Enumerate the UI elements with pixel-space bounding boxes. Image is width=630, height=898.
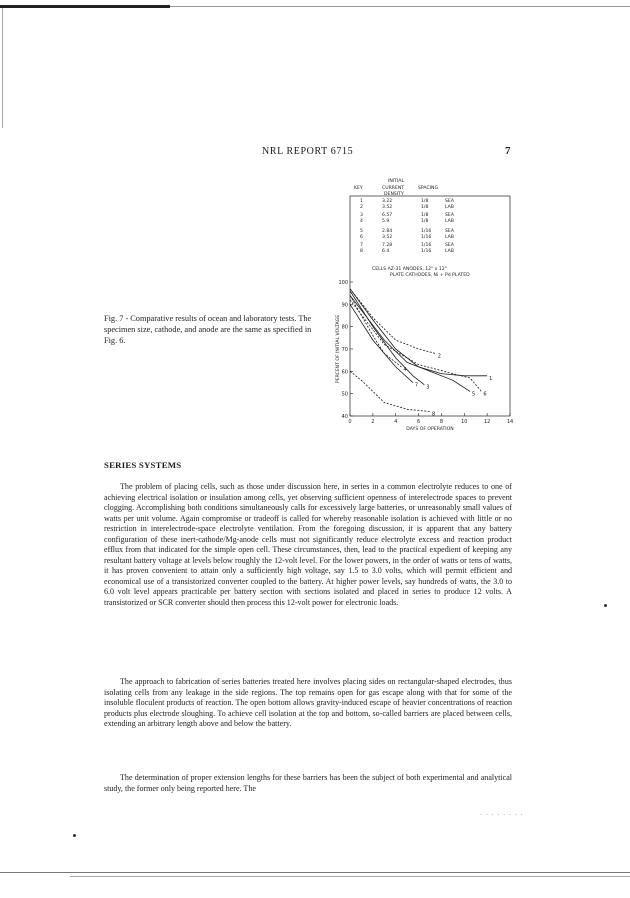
key-row-6-spacing: 1/16 [421, 235, 432, 240]
body-paragraph-3: The determination of proper extension lengths for these barriers has been the subject of both experimental and analytical study, the former only being reported here. The [104, 773, 512, 793]
x-tick-label-0: 0 [348, 419, 352, 425]
key-row-4-type: LAB [445, 219, 454, 224]
key-row-1-type: SEA [445, 199, 454, 204]
series-2-line [350, 289, 436, 354]
scan-edge-bottom-inner [70, 876, 630, 877]
figure-caption: Fig. 7 - Comparative results of ocean and laboratory tests. The specimen size, cathode, and anode are the same as specified in Fig. 6. [104, 314, 312, 345]
key-row-6-key: 6 [360, 235, 363, 240]
y-tick-label-60: 60 [341, 369, 348, 376]
key-row-5-type: SEA [445, 229, 454, 234]
report-title: NRL REPORT 6715 [262, 146, 354, 157]
series-1-label: 1 [489, 375, 493, 382]
key-row-5-spacing: 1/16 [421, 229, 432, 234]
key-row-4-spacing: 1/8 [421, 219, 429, 224]
x-tick-label-14: 14 [506, 419, 514, 425]
series-5-label: 5 [472, 391, 476, 398]
key-row-1-spacing: 1/8 [421, 199, 429, 204]
key-row-2-spacing: 1/8 [421, 205, 429, 210]
key-row-1-current: 3.22 [382, 199, 393, 204]
x-axis-label: DAYS OF OPERATION [406, 427, 454, 432]
figure-chart [330, 172, 530, 442]
key-row-3-key: 3 [360, 213, 363, 218]
key-row-8-type: LAB [445, 249, 454, 254]
key-row-2-current: 3.52 [382, 205, 393, 210]
key-title-initial: INITIAL [388, 179, 405, 184]
y-tick-label-80: 80 [341, 324, 348, 331]
section-heading: SERIES SYSTEMS [104, 460, 182, 470]
chart-key [354, 178, 470, 278]
key-row-8-key: 8 [360, 249, 363, 254]
key-row-8-spacing: 1/16 [421, 249, 432, 254]
key-row-2-key: 2 [360, 205, 363, 210]
body-paragraph-1: The problem of placing cells, such as those under discussion here, in series in a common electrolyte reduces to one of achieving electrical isolation or insulation among cells, yet observing sufficient openness of interelectrode spaces to prevent clogging. Accomplishing both conditions simultaneously calls for excessively large batteries, or unreasonably small values of watts per unit volume. Again compromise or tradeoff is called for whereby reasonable isolation is achieved with little or no restriction in interelectrode-space electrolyte ventilation. From the foregoing discussion, it is apparent that any battery configuration of these inert-cathode/Mg-anode cells must not significantly reduce electrolyte excess and reaction product efflux from that indicated for the simple open cell. These circumstances, then, lead to the practical expedient of keeping any resultant battery voltage at levels below roughly the 12-volt level. For the lower powers, in the order of watts or tens of watts, it has proven convenient to attain only a sufficiently high voltage, say 1.5 to 3.0 volts, which will permit efficient and economical use of a transistorized converter coupled to the battery. At higher power levels, say hundreds of watts, the 3.0 to 6.0 volt level appears practicable per battery section with sections isolated and placed in series to produce 12 volts. A transistorized or SCR converter should then process this 12-volt power for electronic loads. [104, 482, 512, 608]
x-tick-label-4: 4 [394, 419, 398, 425]
series-5-line [350, 295, 470, 391]
y-tick-label-70: 70 [341, 347, 348, 353]
figure-7 [330, 172, 530, 442]
x-tick-label-8: 8 [439, 419, 444, 425]
x-tick-label-6: 6 [416, 419, 421, 425]
key-row-6-current: 3.52 [382, 235, 393, 240]
scan-artifact: · · · · · · · · [480, 812, 524, 819]
key-row-8-current: 6.4 [382, 249, 390, 254]
series-8-label: 8 [432, 411, 436, 418]
x-tick-label-2: 2 [371, 419, 375, 425]
key-col-spacing: SPACING [418, 186, 439, 191]
body-paragraph-2: The approach to fabrication of series batteries treated here involves placing sides on rectangular-shaped electrodes, thus isolating cells from any leakage in the side regions. The top remains open for gas escape along with that for some of the insoluble floculent products of reaction. The open bottom allows gravity-induced escape of heavier concentrations of reaction products plus electrode sloughing. To achieve cell isolation at the top and bottom, so-called barriers are placed between cells, extending an arbitrary length above and below the battery. [104, 677, 512, 729]
scan-edge-bottom [0, 872, 630, 873]
key-col-current: CURRENT [382, 186, 405, 191]
scan-edge-left [2, 8, 3, 128]
key-note-line1: CELLS AZ-31 ANODES, 12" x 12" [372, 267, 447, 272]
key-row-5-key: 5 [360, 229, 363, 234]
key-row-1-key: 1 [360, 199, 363, 204]
series-7-label: 7 [414, 382, 419, 389]
y-axis-label: PERCENT OF INITIAL VOLTAGE [336, 314, 341, 384]
key-row-3-type: SEA [445, 213, 454, 218]
key-row-5-current: 2.84 [382, 229, 393, 234]
page-number: 7 [505, 145, 511, 157]
key-row-7-spacing: 1/16 [421, 243, 432, 248]
y-tick-label-90: 90 [341, 302, 348, 309]
key-row-4-current: 5.9 [382, 219, 390, 224]
x-tick-label-12: 12 [483, 419, 491, 425]
y-tick-label-50: 50 [341, 391, 348, 398]
y-tick-label-100: 100 [338, 280, 348, 286]
key-row-7-current: 7.28 [382, 243, 393, 248]
scan-speck [73, 834, 76, 837]
key-row-2-type: LAB [445, 205, 454, 210]
key-row-7-key: 7 [360, 243, 363, 248]
key-row-6-type: LAB [445, 235, 454, 240]
series-8-line [350, 371, 430, 411]
key-col-key: KEY [354, 186, 363, 191]
series-6-label: 6 [483, 391, 487, 398]
key-row-3-spacing: 1/8 [421, 213, 429, 218]
x-tick-label-10: 10 [461, 419, 468, 425]
key-row-3-current: 6.57 [382, 213, 393, 218]
scan-speck [604, 604, 607, 607]
key-row-4-key: 4 [360, 219, 363, 224]
series-2-label: 2 [437, 353, 441, 360]
key-col-density: DENSITY [384, 192, 404, 197]
y-tick-label-40: 40 [341, 414, 348, 420]
series-3-label: 3 [426, 384, 430, 391]
key-note-line2: PLATE CATHODES, Ni + Pd PLATED [390, 273, 470, 278]
key-row-7-type: SEA [445, 243, 454, 248]
scan-edge-mark [0, 5, 170, 8]
page-header [0, 146, 630, 160]
series-4-label: 4 [403, 366, 407, 373]
